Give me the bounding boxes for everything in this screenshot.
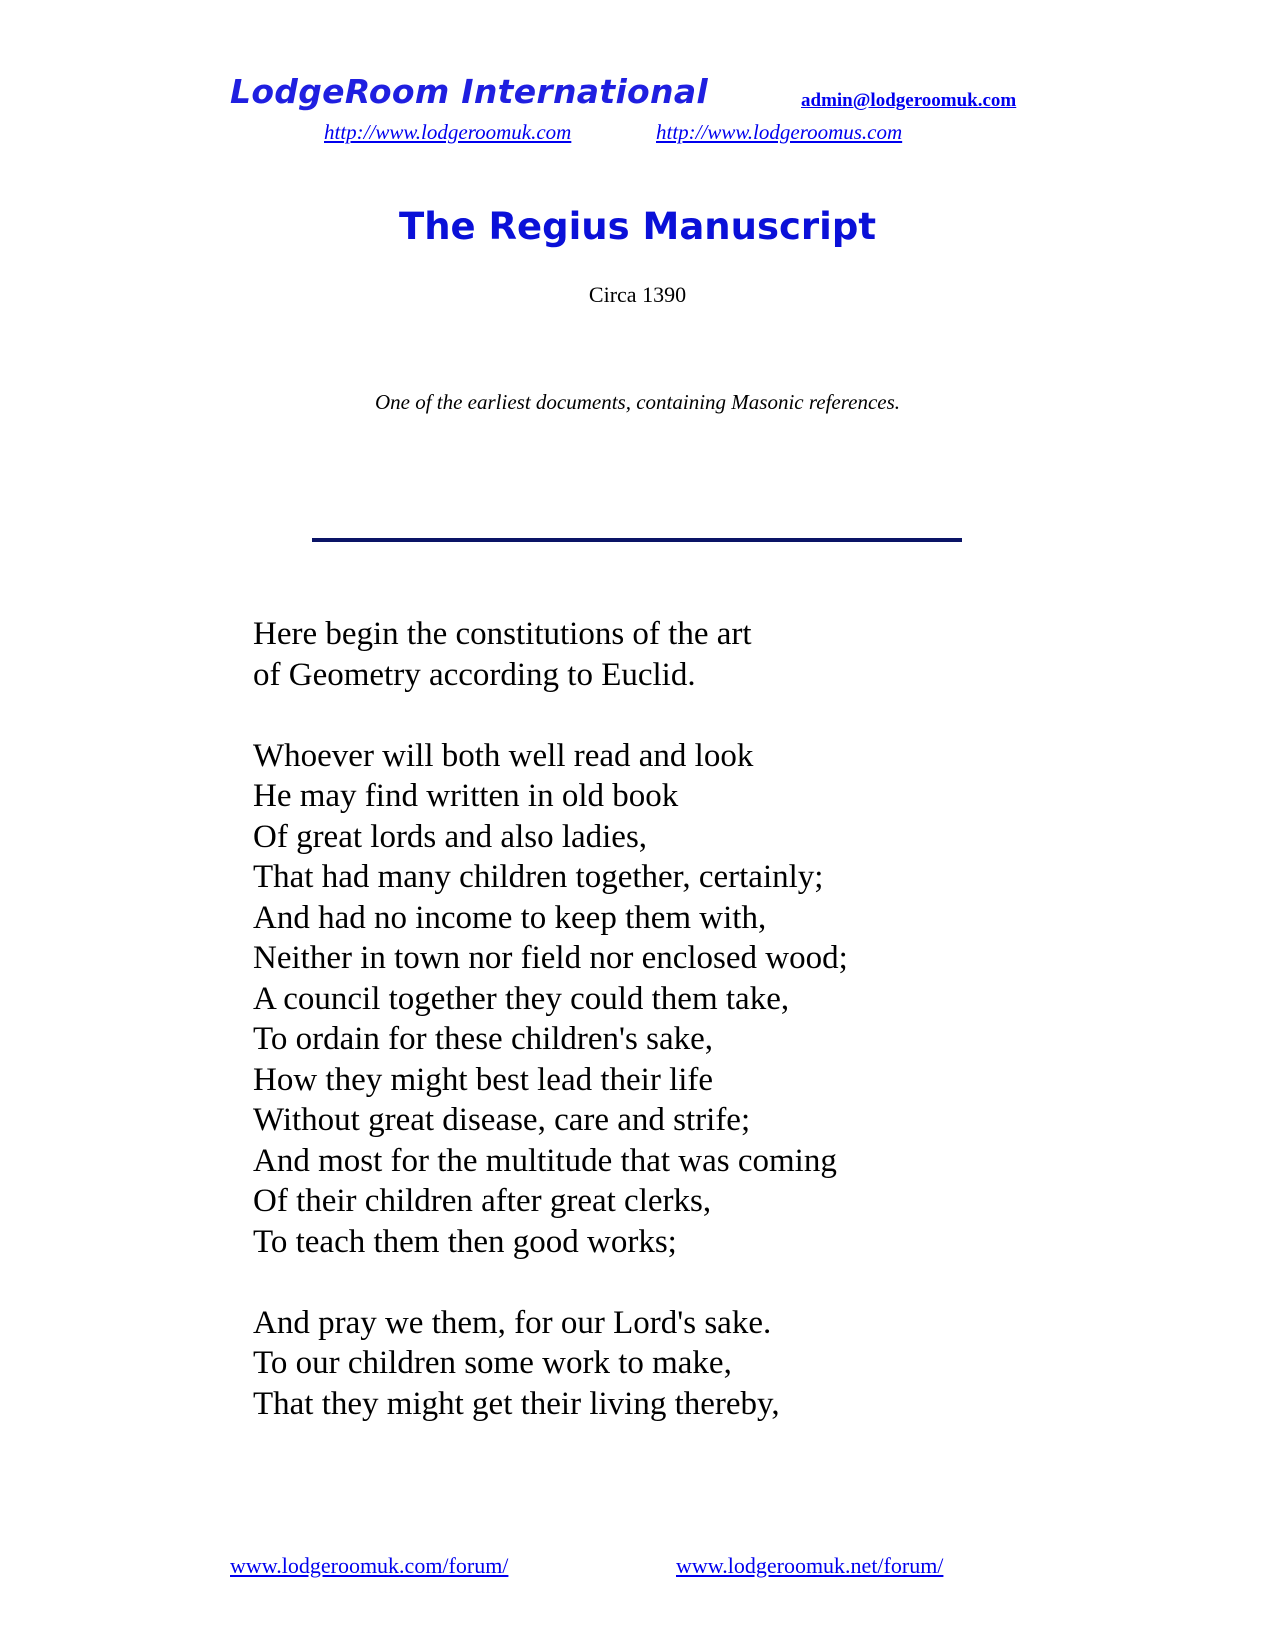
poem-line: And most for the multitude that was coming [253, 1142, 837, 1179]
poem-line: How they might best lead their life [253, 1061, 714, 1098]
poem-line: of Geometry according to Euclid. [253, 656, 696, 693]
poem-line: Neither in town nor field nor enclosed wood; [253, 940, 848, 976]
document-subtitle: One of the earliest documents, containing Masonic references. [374, 390, 901, 414]
poem-line: And pray we them, for our Lord's sake. [253, 1304, 772, 1341]
document-date: Circa 1390 [588, 282, 687, 307]
poem-line: Whoever will both well read and look [253, 737, 754, 774]
poem-line: Of their children after great clerks, [253, 1183, 712, 1219]
poem-line: Without great disease, care and strife; [253, 1102, 751, 1138]
poem-line: To teach them then good works; [253, 1223, 677, 1260]
footer-forum-link-uk-com[interactable]: www.lodgeroomuk.com/forum/ [230, 1553, 509, 1578]
footer-forum-link-uk-net[interactable]: www.lodgeroomuk.net/forum/ [676, 1553, 944, 1578]
poem-line: And had no income to keep them with, [253, 899, 767, 936]
url-uk-link[interactable]: http://www.lodgeroomuk.com [324, 120, 572, 144]
poem-body [253, 614, 848, 1424]
poem-line: Here begin the constitutions of the art [253, 616, 752, 652]
poem-line: To our children some work to make, [253, 1345, 732, 1381]
document-title: The Regius Manuscript [398, 205, 877, 248]
poem-line: To ordain for these children's sake, [253, 1021, 713, 1057]
brand-title: LodgeRoom International [230, 72, 709, 111]
poem-line: He may find written in old book [253, 778, 679, 814]
poem-line: A council together they could them take, [253, 980, 790, 1017]
horizontal-rule [312, 538, 962, 542]
poem-stanza [253, 1303, 848, 1425]
poem-line: Of great lords and also ladies, [253, 818, 648, 855]
poem-line: That had many children together, certainly; [253, 859, 824, 895]
poem-stanza [253, 736, 848, 1263]
poem-stanza [253, 614, 848, 695]
email-link[interactable]: admin@lodgeroomuk.com [801, 90, 1017, 111]
poem-line: That they might get their living thereby, [253, 1385, 780, 1422]
url-us-link[interactable]: http://www.lodgeroomus.com [656, 120, 903, 144]
